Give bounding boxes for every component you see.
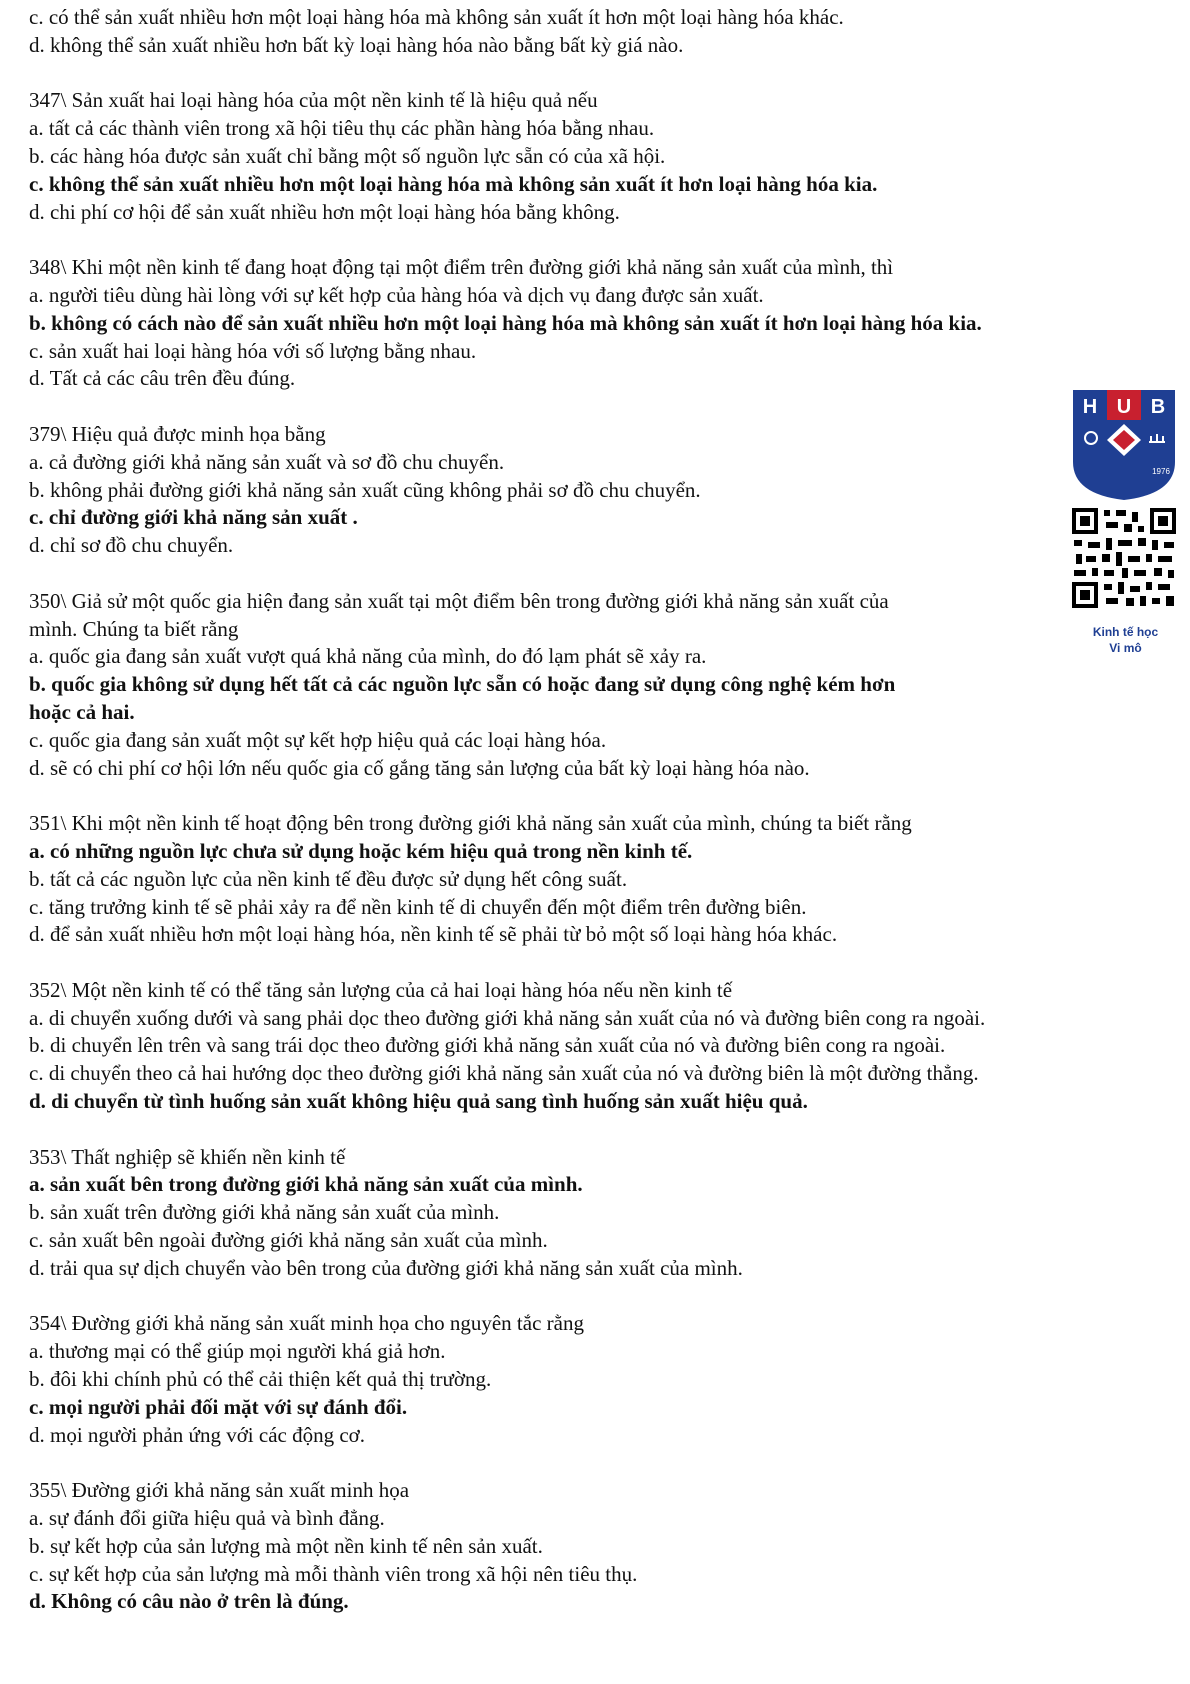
answer-line-correct: c. không thể sản xuất nhiều hơn một loại hàng hóa mà không sản xuất ít hơn loại hàng hóa kia. xyxy=(29,171,878,196)
paragraph-gap xyxy=(29,226,1179,254)
text-line: 347\ Sản xuất hai loại hàng hóa của một nền kinh tế là hiệu quả nếu xyxy=(29,88,598,113)
text-line: a. thương mại có thể giúp mọi người khá giả hơn. xyxy=(29,1339,446,1364)
answer-line-correct: a. có những nguồn lực chưa sử dụng hoặc kém hiệu quả trong nền kinh tế. xyxy=(29,838,693,863)
text-line: c. sản xuất bên ngoài đường giới khả năng sản xuất của mình. xyxy=(29,1228,548,1253)
text-line: 348\ Khi một nền kinh tế đang hoạt động tại một điểm trên đường giới khả năng sản xuất của mình, thì xyxy=(29,255,894,280)
text-line: d. Tất cả các câu trên đều đúng. xyxy=(29,366,296,391)
text-line: c. sản xuất hai loại hàng hóa với số lượng bằng nhau. xyxy=(29,338,477,363)
text-line: a. di chuyển xuống dưới và sang phải dọc theo đường giới khả năng sản xuất của nó và đường biên cong ra ngoài. xyxy=(29,1005,986,1030)
answer-line-correct: d. Không có câu nào ở trên là đúng. xyxy=(29,1589,349,1614)
hub-logo xyxy=(1069,382,1179,622)
text-line: d. để sản xuất nhiều hơn một loại hàng hóa, nền kinh tế sẽ phải từ bỏ một số loại hàng hóa khác. xyxy=(29,922,838,947)
text-line: 350\ Giả sử một quốc gia hiện đang sản xuất tại một điểm bên trong đường giới khả năng sản xuất của xyxy=(29,588,889,613)
text-line: 353\ Thất nghiệp sẽ khiến nền kinh tế xyxy=(29,1144,346,1169)
text-line: a. tất cả các thành viên trong xã hội tiêu thụ các phần hàng hóa bằng nhau. xyxy=(29,116,655,141)
text-line: 379\ Hiệu quả được minh họa bằng xyxy=(29,421,326,446)
logo-letter-u: U xyxy=(1116,396,1132,418)
logo-letter-b: B xyxy=(1150,396,1166,418)
question-list xyxy=(29,4,1179,1616)
text-line: a. quốc gia đang sản xuất vượt quá khả năng của mình, do đó lạm phát sẽ xảy ra. xyxy=(29,644,707,669)
text-line: c. quốc gia đang sản xuất một sự kết hợp hiệu quả các loại hàng hóa. xyxy=(29,727,607,752)
text-line: 355\ Đường giới khả năng sản xuất minh họa xyxy=(29,1478,410,1503)
text-line: b. tất cả các nguồn lực của nền kinh tế đều được sử dụng hết công suất. xyxy=(29,866,628,891)
paragraph-gap xyxy=(29,949,1179,977)
badge-caption-line2: Vi mô xyxy=(1109,641,1142,655)
text-line: b. các hàng hóa được sản xuất chỉ bằng một số nguồn lực sẵn có của xã hội. xyxy=(29,143,666,168)
text-line: mình. Chúng ta biết rằng xyxy=(29,616,239,641)
text-line: b. sự kết hợp của sản lượng mà một nền kinh tế nên sản xuất. xyxy=(29,1533,543,1558)
text-line: c. tăng trưởng kinh tế sẽ phải xảy ra để nền kinh tế di chuyển đến một điểm trên đường biên. xyxy=(29,894,807,919)
answer-line-correct: b. quốc gia không sử dụng hết tất cả các nguồn lực sẵn có hoặc đang sử dụng công nghệ kém hơn xyxy=(29,672,896,697)
badge-caption xyxy=(1063,624,1188,656)
answer-line-correct: c. mọi người phải đối mặt với sự đánh đổi. xyxy=(29,1394,408,1419)
paragraph-gap xyxy=(29,782,1179,810)
answer-line-correct: d. di chuyển từ tình huống sản xuất không hiệu quả sang tình huống sản xuất hiệu quả. xyxy=(29,1089,808,1114)
text-line: d. mọi người phản ứng với các động cơ. xyxy=(29,1422,366,1447)
logo-year: 1976 xyxy=(1152,467,1170,476)
text-line: d. không thể sản xuất nhiều hơn bất kỳ loại hàng hóa nào bằng bất kỳ giá nào. xyxy=(29,32,684,57)
text-line: a. sự đánh đổi giữa hiệu quả và bình đẳng. xyxy=(29,1506,385,1531)
text-line: a. người tiêu dùng hài lòng với sự kết hợp của hàng hóa và dịch vụ đang được sản xuất. xyxy=(29,282,764,307)
text-line: d. chi phí cơ hội để sản xuất nhiều hơn một loại hàng hóa bằng không. xyxy=(29,199,620,224)
text-line: d. chỉ sơ đồ chu chuyển. xyxy=(29,533,234,558)
text-line: d. trải qua sự dịch chuyển vào bên trong của đường giới khả năng sản xuất của mình. xyxy=(29,1255,743,1280)
text-line: b. sản xuất trên đường giới khả năng sản xuất của mình. xyxy=(29,1200,500,1225)
text-line: b. đôi khi chính phủ có thể cải thiện kết quả thị trường. xyxy=(29,1367,492,1392)
text-line: c. có thể sản xuất nhiều hơn một loại hàng hóa mà không sản xuất ít hơn một loại hàng hóa khác. xyxy=(29,5,844,29)
paragraph-gap xyxy=(29,393,1179,421)
text-line: c. sự kết hợp của sản lượng mà mỗi thành viên trong xã hội nên tiêu thụ. xyxy=(29,1561,638,1586)
paragraph-gap xyxy=(29,560,1179,588)
logo-letter-h: H xyxy=(1082,396,1098,418)
answer-line-correct: a. sản xuất bên trong đường giới khả năng sản xuất của mình. xyxy=(29,1172,583,1197)
paragraph-gap xyxy=(29,1449,1179,1477)
hub-badge xyxy=(1069,382,1179,662)
badge-caption-line1: Kinh tế học xyxy=(1092,625,1159,639)
text-line: 351\ Khi một nền kinh tế hoạt động bên trong đường giới khả năng sản xuất của mình, chúng ta biết rằng xyxy=(29,811,912,836)
text-line: a. cả đường giới khả năng sản xuất và sơ đồ chu chuyển. xyxy=(29,449,505,474)
text-line: 354\ Đường giới khả năng sản xuất minh họa cho nguyên tắc rằng xyxy=(29,1311,584,1336)
text-line: 352\ Một nền kinh tế có thể tăng sản lượng của cả hai loại hàng hóa nếu nền kinh tế xyxy=(29,977,733,1002)
text-line: b. không phải đường giới khả năng sản xuất cũng không phải sơ đồ chu chuyển. xyxy=(29,477,701,502)
text-line: b. di chuyển lên trên và sang trái dọc theo đường giới khả năng sản xuất của nó và đường biên cong ra ngoài. xyxy=(29,1033,946,1058)
answer-line-correct: b. không có cách nào để sản xuất nhiều hơn một loại hàng hóa mà không sản xuất ít hơn loại hàng hóa kia. xyxy=(29,310,982,335)
paragraph-gap xyxy=(29,1283,1179,1311)
qr-code xyxy=(1072,508,1176,608)
answer-line-correct: hoặc cả hai. xyxy=(29,699,135,724)
text-line: d. sẽ có chi phí cơ hội lớn nếu quốc gia cố gắng tăng sản lượng của bất kỳ loại hàng hóa nào. xyxy=(29,755,810,780)
paragraph-gap xyxy=(29,1116,1179,1144)
text-line: c. di chuyển theo cả hai hướng dọc theo đường giới khả năng sản xuất của nó và đường biên là một đường thẳng. xyxy=(29,1061,979,1086)
paragraph-gap xyxy=(29,60,1179,88)
answer-line-correct: c. chỉ đường giới khả năng sản xuất . xyxy=(29,505,358,530)
